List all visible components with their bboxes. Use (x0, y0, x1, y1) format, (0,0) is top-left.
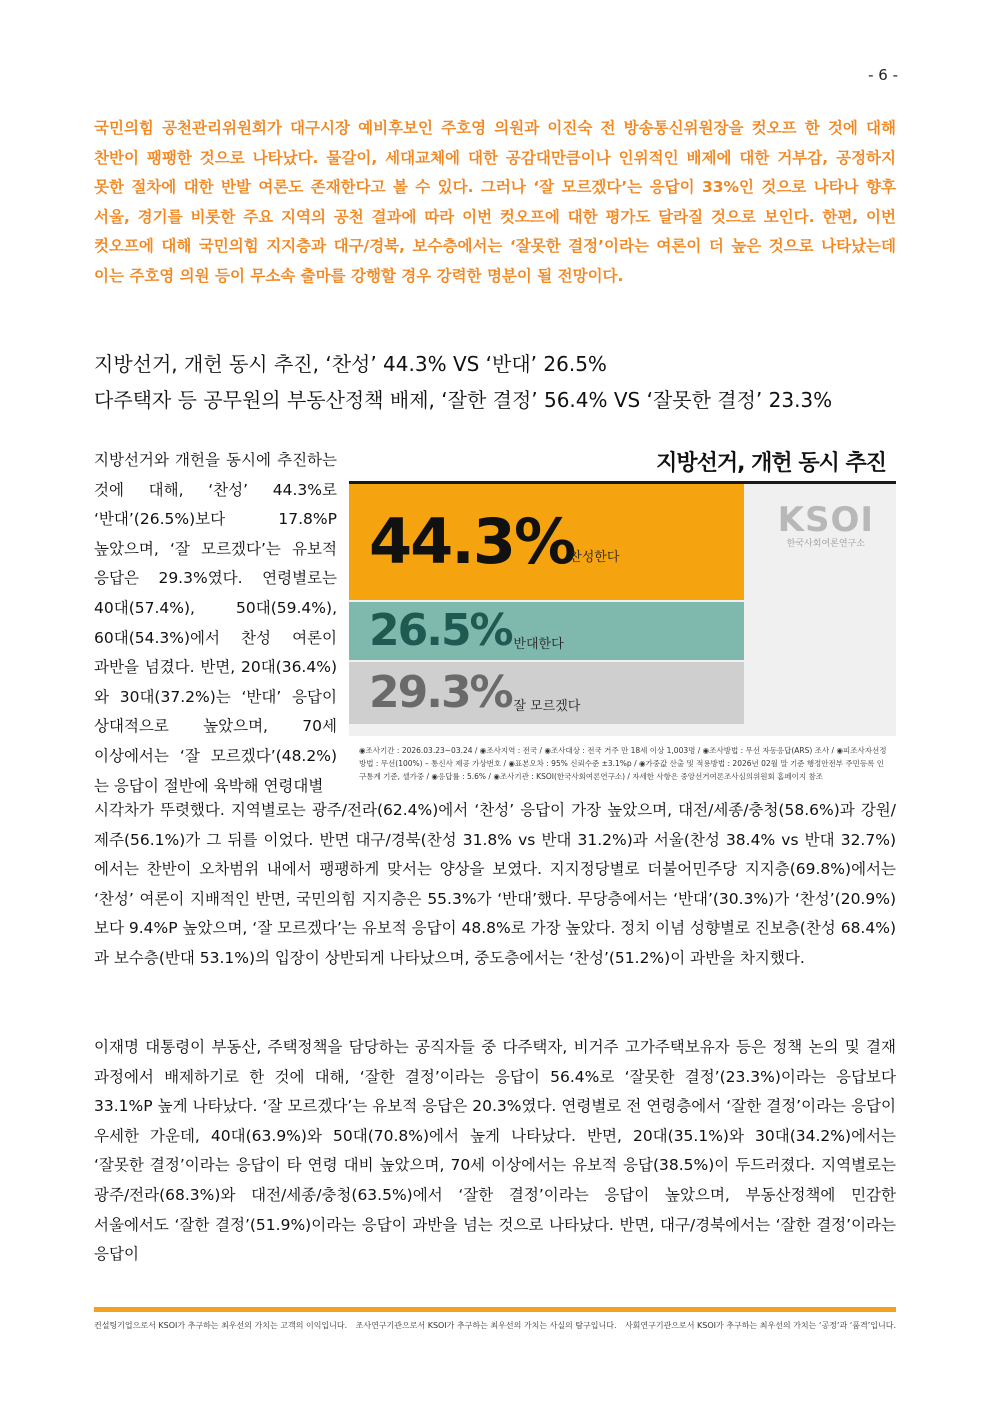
ksoi-logo (778, 500, 874, 549)
chart-plot-area (349, 484, 896, 736)
bar-category-label-1: 찬성한다 (569, 550, 620, 565)
headline-housing-policy: 다주택자 등 공무원의 부동산정책 배제, ‘잘한 결정’ 56.4% VS ‘잘못한 결정’ 23.3% (94, 388, 833, 412)
chart-title: 지방선거, 개헌 동시 추진 (656, 451, 886, 476)
intro-paragraph: 국민의힘 공천관리위원회가 대구시장 예비후보인 주호영 의원과 이진숙 전 방송통신위원장을 컷오프 한 것에 대해 찬반이 팽팽한 것으로 나타났다. 물갈이, 세대교체에 대한 공감대만큼이나 인위적인 배제에 대한 거부감, 공정하지 못한 절차에 대한 반발 여론도 존재한다고 볼 수 있다. 그러나 ‘잘 모르겠다’는 응답이 33%인 것으로 나타나 향후 서울, 경기를 비롯한 주요 지역의 공천 결과에 따라 이번 컷오프에 대한 평가도 달라질 것으로 보인다. 한편, 이번 컷오프에 대해 국민의힘 지지층과 대구/경북, 보수층에서는 ‘잘못한 결정’이라는 여론이 더 높은 것으로 나타났는데 이는 주호영 의원 등이 무소속 출마를 강행할 경우 강력한 명분이 될 전망이다. (94, 119, 896, 285)
bar-category-label-2: 반대한다 (513, 637, 564, 652)
bar-value-label-1: 44.3% (369, 504, 575, 578)
bar-value-label-3: 29.3% (369, 666, 512, 718)
headline-referendum: 지방선거, 개헌 동시 추진, ‘찬성’ 44.3% VS ‘반대’ 26.5% (94, 352, 607, 376)
footer-rule (94, 1307, 896, 1312)
footer (94, 1320, 896, 1331)
footer-slogan-3: 사회연구기관으로서 KSOI가 추구하는 최우선의 가치는 ‘공정’과 ‘품격’입니다. (624, 1321, 896, 1330)
bar-value-label-2: 26.5% (369, 604, 512, 656)
referendum-chart (349, 444, 896, 790)
footer-slogan-1: 컨설팅기업으로서 KSOI가 추구하는 최우선의 가치는 고객의 이익입니다. (94, 1321, 348, 1330)
logo-mark: KSOI (777, 500, 874, 540)
body-housing-paragraph: 이재명 대통령이 부동산, 주택정책을 담당하는 공직자들 중 다주택자, 비거주 고가주택보유자 등은 정책 논의 및 결재 과정에서 배제하기로 한 것에 대해, ‘잘한 결정’이라는 응답이 56.4%로 ‘잘못한 결정’(23.3%)이라는 응답보다 33.1%P 높게 나타났다. ‘잘 모르겠다’는 유보적 응답은 20.3%였다. 연령별로 전 연령층에서 ‘잘한 결정’이라는 응답이 우세한 가운데, 40대(63.9%)와 50대(70.8%)에서 높게 나타났다. 반면, 20대(35.1%)와 30대(34.2%)에서는 ‘잘못한 결정’이라는 응답이 타 연령 대비 높았으며, 70세 이상에서는 유보적 응답(38.5%)이 두드러졌다. 지역별로는 광주/전라(68.3%)와 대전/세종/충청(63.5%)에서 ‘잘한 결정’이라는 응답이 높았으며, 부동산정책에 민감한 서울에서도 ‘잘한 결정’(51.9%)이라는 응답이 과반을 넘는 것으로 나타났다. 반면, 대구/경북에서는 ‘잘한 결정’이라는 응답이 (94, 1038, 896, 1264)
page-number: - 6 - (868, 66, 898, 84)
body-left-column: 지방선거와 개헌을 동시에 추진하는 것에 대해, ‘찬성’ 44.3%로 ‘반대’(26.5%)보다 17.8%P 높았으며, ‘잘 모르겠다’는 유보적 응답은 29.3%였다. 연령별로는 40대(57.4%), 50대(59.4%), 60대(54.3%)에서 찬성 여론이 과반을 넘겼다. 반면, 20대(36.4%)와 30대(37.2%)는 ‘반대’ 응답이 상대적으로 높았으며, 70세 이상에서는 ‘잘 모르겠다’(48.2%)는 응답이 절반에 육박해 연령대별 (94, 451, 337, 795)
footer-slogan-2: 조사연구기관으로서 KSOI가 추구하는 최우선의 가치는 사실의 탐구입니다. (355, 1321, 617, 1330)
body-continued: 시각차가 뚜렷했다. 지역별로는 광주/전라(62.4%)에서 ‘찬성’ 응답이 가장 높았으며, 대전/세종/충청(58.6%)과 강원/제주(56.1%)가 그 뒤를 이었다. 반면 대구/경북(찬성 31.8% vs 반대 31.2%)과 서울(찬성 38.4% vs 반대 32.7%)에서는 찬반이 오차범위 내에서 팽팽하게 맞서는 양상을 보였다. 지지정당별로 더불어민주당 지지층(69.8%)에서는 ‘찬성’ 여론이 지배적인 반면, 국민의힘 지지층은 55.3%가 ‘반대’했다. 무당층에서는 ‘반대’(30.3%)가 ‘찬성’(20.9%)보다 9.4%P 높았으며, ‘잘 모르겠다’는 유보적 응답이 48.8%로 가장 높았다. 정치 이념 성향별로 진보층(찬성 68.4%)과 보수층(반대 53.1%)의 입장이 상반되게 나타났으며, 중도층에서는 ‘찬성’(51.2%)이 과반을 차지했다. (94, 801, 896, 967)
bar-category-label-3: 잘 모르겠다 (513, 699, 581, 714)
logo-subtitle: 한국사회여론연구소 (786, 539, 865, 549)
survey-note: ◉조사기간 : 2026.03.23~03.24 / ◉조사지역 : 전국 / ◉조사대상 : 전국 거주 만 18세 이상 1,003명 / ◉조사방법 : 무선 자동응답(ARS) 조사 / ◉피조사자선정방법 : 무선(100%) – 통신사 제공 가상번호 / ◉표본오차 : 95% 신뢰수준 ±3.1%p / ◉가중값 산출 및 적용방법 : 2026년 02월 말 기준 행정안전부 주민등록 인구통계 기준, 셀가중 / ◉응답률 : 5.6% / ◉조사기관 : KSOI(한국사회여론연구소) / 자세한 사항은 중앙선거여론조사심의위원회 홈페이지 참조 (359, 746, 887, 781)
